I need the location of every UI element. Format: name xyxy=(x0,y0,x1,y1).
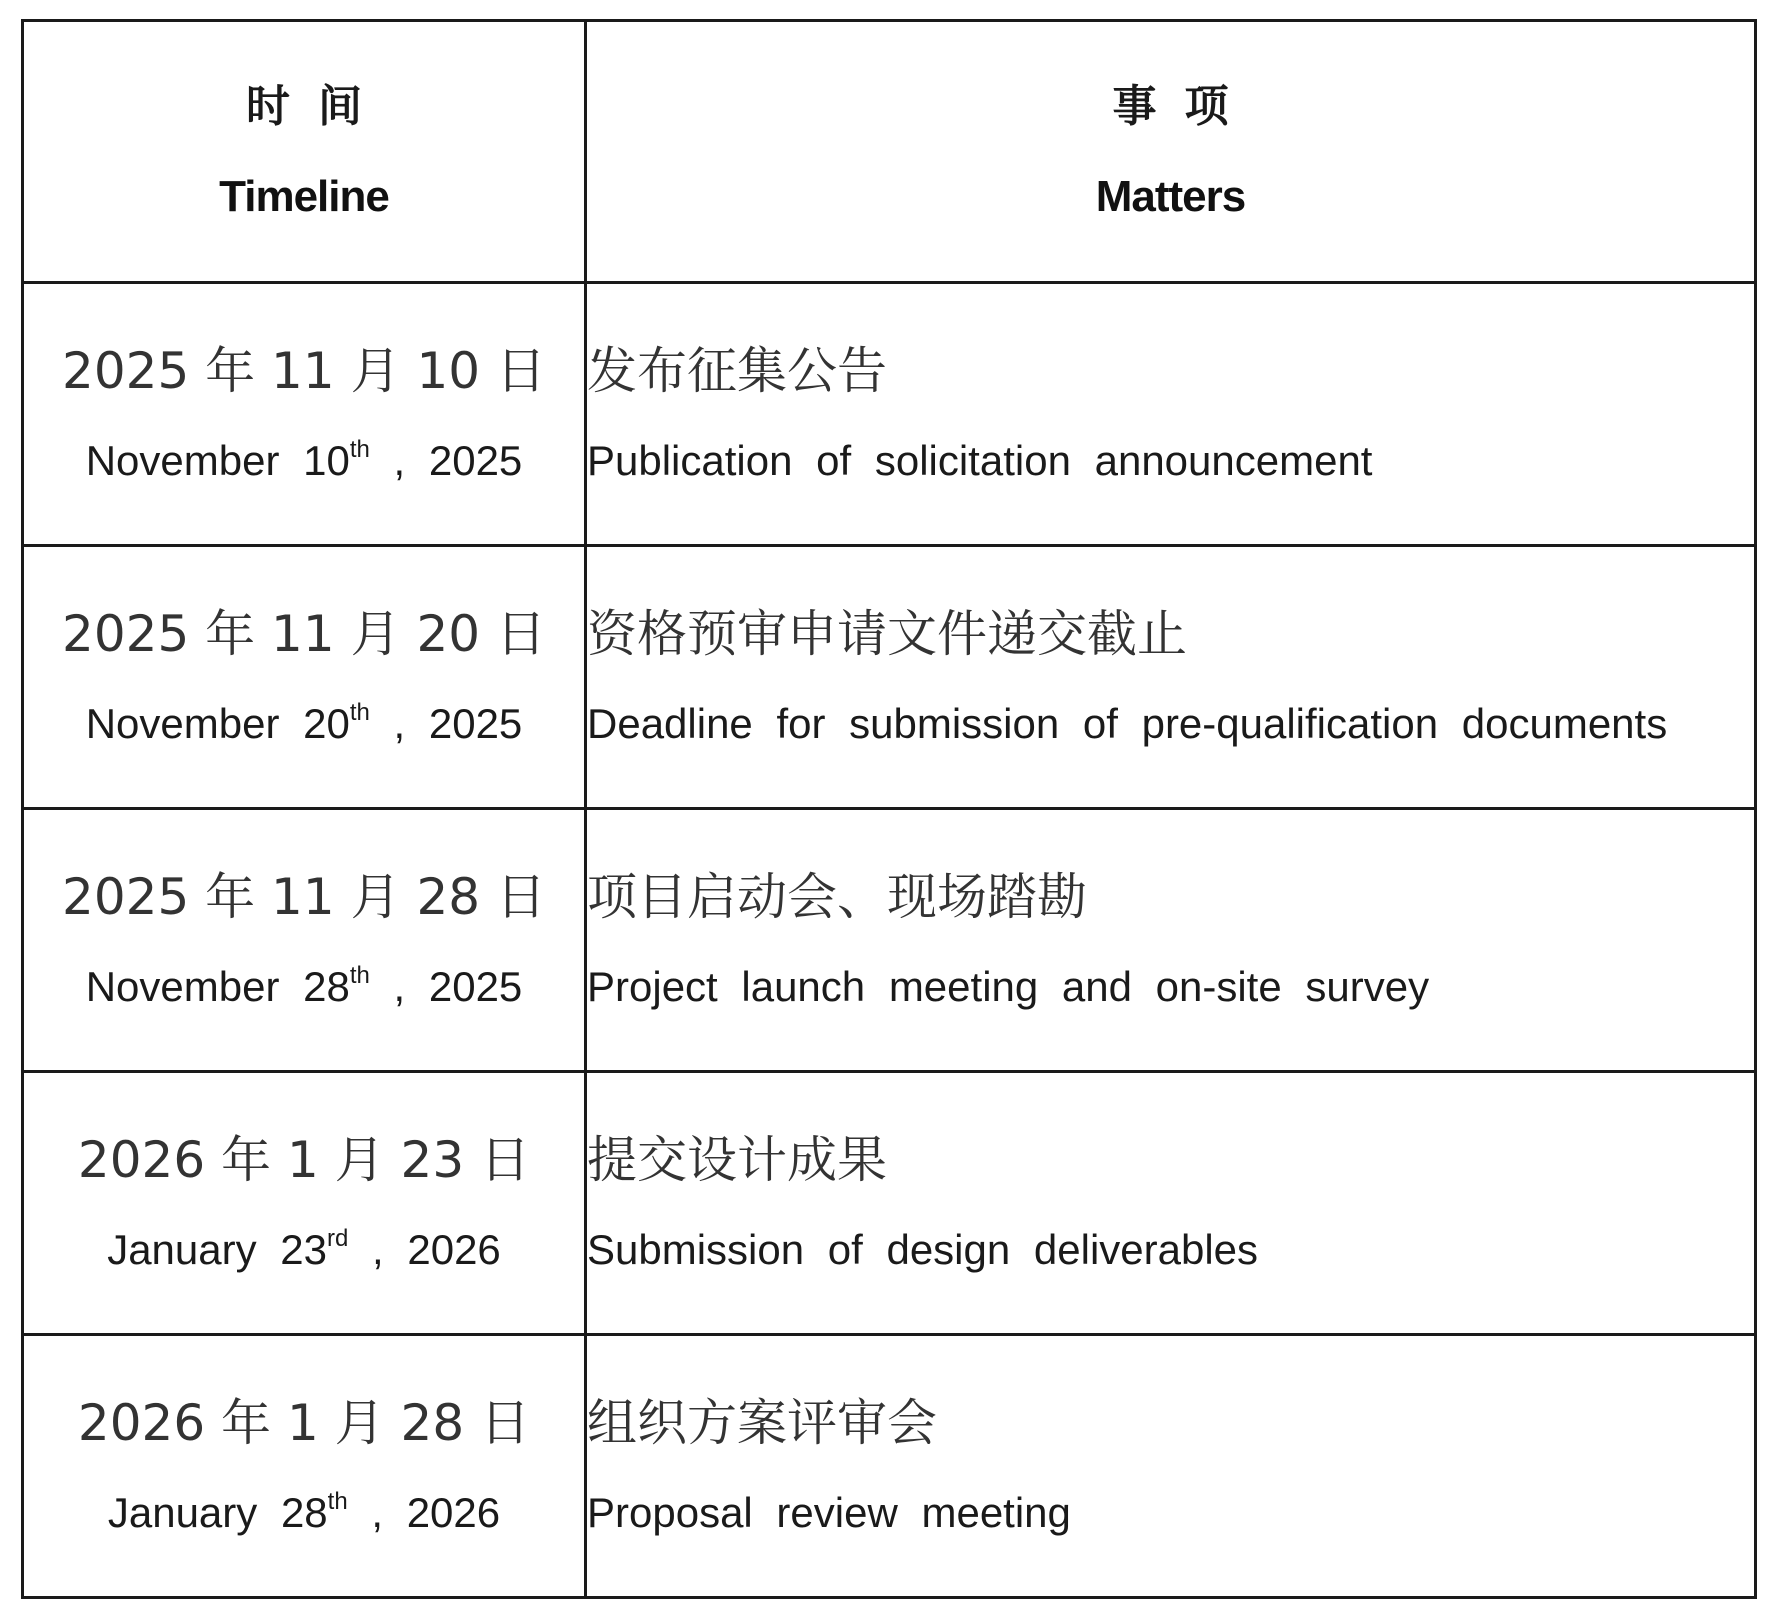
date-cn: 2026 年 1 月 28 日 xyxy=(77,1394,531,1452)
date-en-main: November 28 xyxy=(85,963,350,1010)
date-en-year: , 2025 xyxy=(369,437,523,484)
date-en-year: , 2025 xyxy=(369,963,523,1010)
matter-en: Project launch meeting and on-site survey xyxy=(587,963,1430,1010)
matter-cn: 资格预审申请文件递交截止 xyxy=(587,605,1187,663)
table-row xyxy=(23,1072,1756,1335)
matter-en: Deadline for submission of pre-qualification documents xyxy=(587,700,1668,747)
date-en-main: November 20 xyxy=(85,700,350,747)
header-matters xyxy=(586,21,1756,283)
matter-cell xyxy=(586,809,1756,1072)
matter-cell xyxy=(586,546,1756,809)
matter-en: Submission of design deliverables xyxy=(587,1226,1259,1273)
header-timeline-cn: 时间 xyxy=(246,80,390,132)
date-en-suffix: th xyxy=(349,962,370,989)
date-en xyxy=(24,1485,584,1541)
table-header xyxy=(23,21,1756,283)
date-en xyxy=(24,696,584,752)
matter-cell xyxy=(586,1072,1756,1335)
date-en-suffix: th xyxy=(349,699,370,726)
date-en-year: , 2026 xyxy=(347,1489,501,1536)
timeline-cell xyxy=(23,1335,586,1598)
timeline-cell xyxy=(23,1072,586,1335)
date-en xyxy=(24,1222,584,1278)
matter-en: Proposal review meeting xyxy=(587,1489,1071,1536)
date-cn: 2025 年 11 月 20 日 xyxy=(62,605,546,663)
timeline-cell xyxy=(23,283,586,546)
header-row xyxy=(23,21,1756,283)
matter-cn: 组织方案评审会 xyxy=(587,1394,937,1452)
timeline-cell xyxy=(23,809,586,1072)
matter-en: Publication of solicitation announcement xyxy=(587,437,1373,484)
matter-cn: 发布征集公告 xyxy=(587,342,887,400)
date-en-year: , 2026 xyxy=(348,1226,501,1273)
header-timeline xyxy=(23,21,586,283)
table-row xyxy=(23,546,1756,809)
date-en-main: November 10 xyxy=(85,437,350,484)
schedule-table xyxy=(21,19,1757,1599)
date-cn: 2025 年 11 月 28 日 xyxy=(62,868,546,926)
matter-cell xyxy=(586,1335,1756,1598)
header-timeline-en: Timeline xyxy=(219,171,389,221)
matter-cn: 提交设计成果 xyxy=(587,1131,887,1189)
table-body xyxy=(23,283,1756,1598)
date-en-main: January 23 xyxy=(107,1226,327,1273)
timeline-cell xyxy=(23,546,586,809)
date-en-suffix: th xyxy=(349,436,370,463)
matter-cn: 项目启动会、现场踏勘 xyxy=(587,868,1087,926)
header-matters-cn: 事项 xyxy=(1112,80,1257,132)
table-row xyxy=(23,809,1756,1072)
date-en xyxy=(24,959,584,1015)
date-cn: 2026 年 1 月 23 日 xyxy=(77,1131,531,1189)
date-en-suffix: rd xyxy=(327,1225,349,1252)
table-row xyxy=(23,283,1756,546)
matter-cell xyxy=(586,283,1756,546)
date-en-suffix: th xyxy=(327,1488,348,1515)
date-en-year: , 2025 xyxy=(369,700,523,747)
table-row xyxy=(23,1335,1756,1598)
date-cn: 2025 年 11 月 10 日 xyxy=(62,342,546,400)
header-matters-en: Matters xyxy=(1095,171,1246,221)
date-en-main: January 28 xyxy=(107,1489,328,1536)
date-en xyxy=(24,433,584,489)
